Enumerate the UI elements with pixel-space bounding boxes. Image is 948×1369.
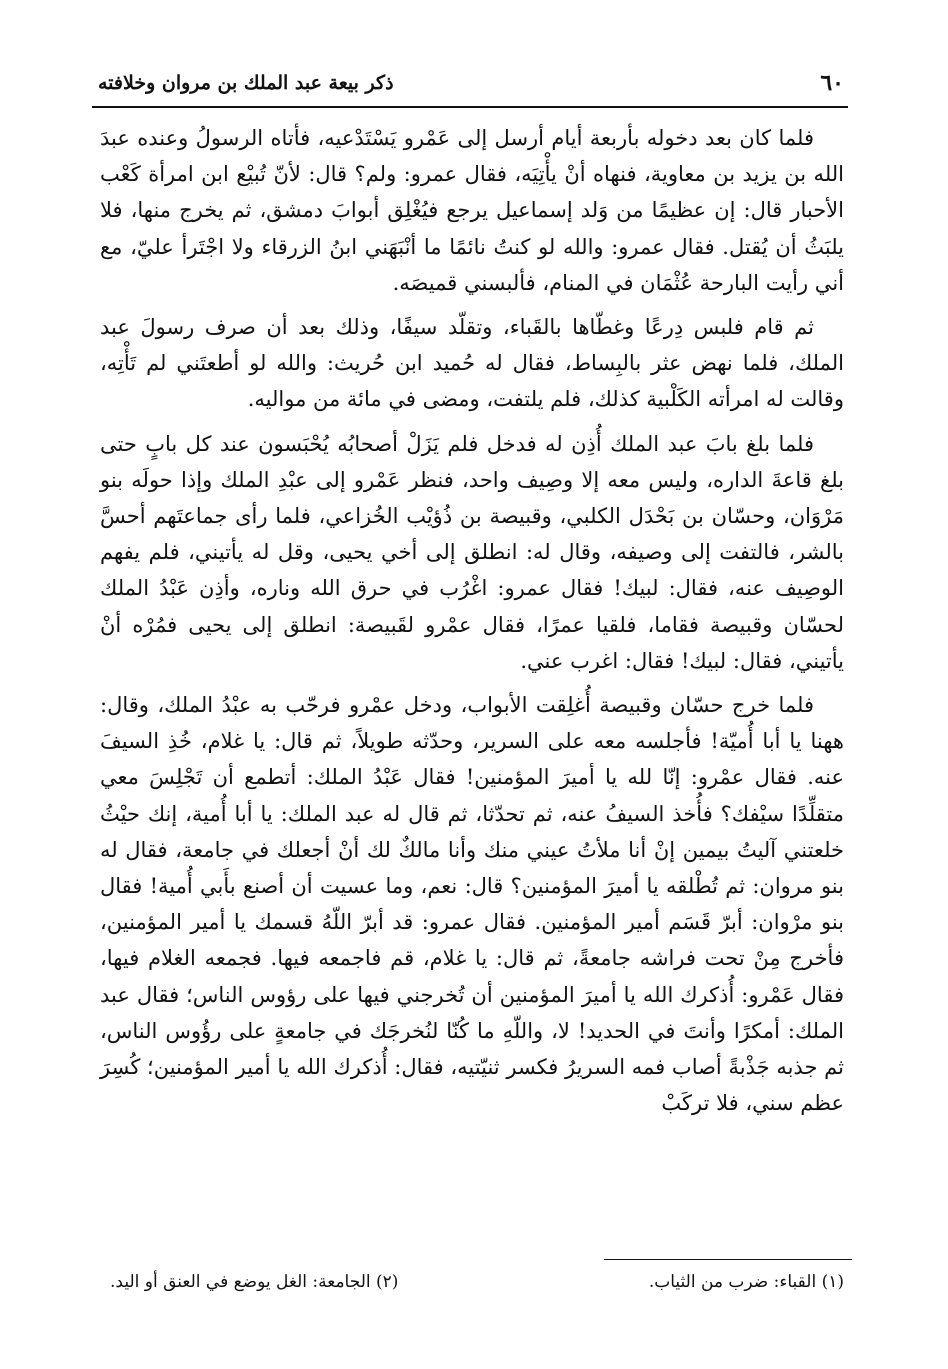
footnotes bbox=[110, 1272, 844, 1302]
paragraph-4: فلما خرج حسّان وقبيصة أُغلِقت الأبواب، ودخل عمْرو فرحّب به عبْدُ الملك، وقال: ههنا يا أبا أُميّة! فأجلسه معه على السرير، وحدّثه طويلاً، ثم قال: يا غلام، خُذِ السيفَ عنه. فقال عمْرو: إنّا لله يا أميرَ المؤمنين! فقال عَبْدُ الملك: أتطمع أن تَجْلِسَ معي متقلِّدًا سيْفك؟ فأُخذ السيفُ عنه، ثم تحدّثا، ثم قال له عبد الملك: يا أبا أُمية، إنك حيْثُ خلعتني آليتُ بيمين إنْ أنا ملأتُ عيني منك وأنا مالكٌ لك أنْ أجعلك في جامعة، فقال له بنو مروان: ثم تُطْلقه يا أميرَ المؤمنين؟ قال: نعم، وما عسيت أن أصنع بأَبي أُمية! فقال بنو مرْوان: أبرّ قَسَم أمير المؤمنين. فقال عمرو: قد أبرّ اللّهُ قسمك يا أمير المؤمنين، فأخرج مِنْ تحت فراشه جامعةً، ثم قال: يا غلام، قم فاجمعه فيها. فجمعه الغلام فيها، فقال عَمْرو: أُذكرك الله يا أميرَ المؤمنين أن تُخرجني فيها على رؤوس الناس؛ فقال عبد الملك: أمكرًا وأنتَ في الحديد! لا، واللّهِ ما كُنّا لنُخرجَك في جامعةٍ على رؤُوس الناس، ثم جذبه جَذْبةً أصاب فمه السريرُ فكسر ثنيّتيه، فقال: أُذكرك الله يا أمير المؤمنين؛ كُسِرَ عظم سني، فلا تركَبْ bbox=[100, 693, 844, 1116]
paragraph-3: فلما بلغ بابَ عبد الملك أُذِن له فدخل فلم يَزَلْ أصحابُه يُحْبَسون عند كل بابٍ حتى بلغ قاعةَ الداره، وليس معه إلا وصِيف واحد، فنظر عَمْرو إلى عبْدِ الملك وإذا حولَه بنو مَرْوَان، وحسّان بن بَحْدَل الكلبي، وقبيصة بن ذُؤيْب الخُزاعي، فلما رأى جماعتَهم أحسَّ بالشر، فالتفت إلى وصيفه، وقال له: انطلق إلى أخي يحيى، وقل له يأتيني، فلم يفهم الوصِيف عنه، فقال: لبيك! فقال عمرو: اغْرُب في حرق الله وناره، وأذِن عَبْدُ الملك لحسّان وقبيصة فقاما، فلقيا عمرًا، فقال عمْرو لقَبيصة: انطلق إلى يحيى فمُرْه أنْ يأتيني، فقال: لبيك! فقال: اغرب عني. bbox=[100, 431, 844, 673]
header-divider bbox=[92, 106, 848, 108]
page-header bbox=[98, 70, 844, 100]
running-title: ذكر بيعة عبد الملك بن مروان وخلافته bbox=[98, 72, 394, 94]
footnote-1: (١) القباء: ضرب من الثياب. bbox=[648, 1272, 844, 1292]
paragraph-2: ثم قام فلبس دِرعًا وغطّاها بالقَباء، وتقلّد سيفًا، وذلك بعد أن صرف رسولَ عبد الملك، فلما نهض عثر بالبِساط، فقال له حُميد ابن حُريث: والله لو أطعتَني لم تَأْتِه، وقالت له امرأته الكَلْبية كذلك، فلم يلتفت، ومضى في مائة من مواليه. bbox=[100, 315, 844, 412]
main-text bbox=[100, 120, 844, 1129]
paragraph-1: فلما كان بعد دخوله بأربعة أيام أرسل إلى عَمْرو يَسْتَدْعيه، فأتاه الرسولُ وعنده عبدَ الله بن يزيد بن معاوية، فنهاه أنْ يأْتِيَه، فقال عمرو: ولم؟ قال: لأنّ تُبيْع ابن امرأة كَعْب الأحبار قال: إن عظيمًا من وَلد إسماعيل يرجع فيُغْلِق أبوابَ دمشق، ثم يخرج منها، فلا يلبَثُ أن يُقتل. فقال عمرو: والله لو كنتُ نائمًا ما أنْبَهَني ابنُ الزرقاء ولا اجْتَرأ عليّ، مع أني رأيت البارحة عُثْمَان في المنام، فألبسني قميصَه. bbox=[100, 126, 844, 295]
footnote-divider bbox=[604, 1259, 852, 1260]
footnote-2: (٢) الجامعة: الغل يوضع في العنق أو اليد. bbox=[110, 1272, 399, 1292]
page-number: ٦٠ bbox=[820, 70, 844, 96]
